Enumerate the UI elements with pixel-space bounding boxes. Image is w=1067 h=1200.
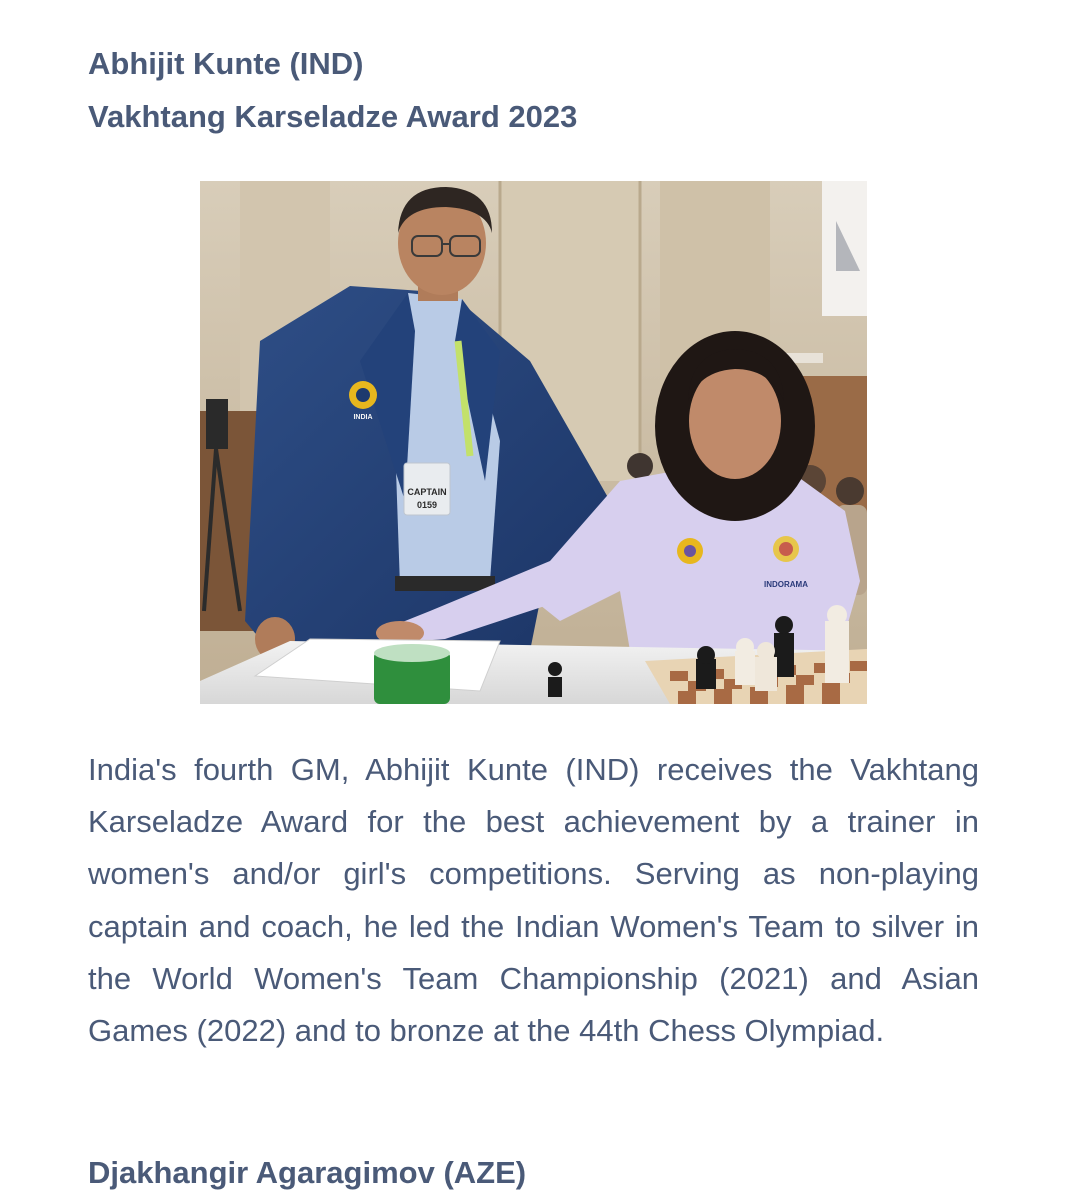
lanyard-label: CAPTAIN (407, 487, 447, 497)
lanyard-number: 0159 (416, 500, 438, 510)
recipient-name: Abhijit Kunte (IND) (88, 46, 364, 81)
award-description: India's fourth GM, Abhijit Kunte (IND) receives the Vakhtang Karseladze Award for the best achievement by a trainer in women's and/or girl's competitions. Serving as non-playing captain and coach, he led the Indian Women's Team to silver in the World Women's Team Championship (2021) and Asian Games (2022) and to bronze at the 44th Chess Olympiad. (88, 752, 979, 1049)
next-recipient-heading: Djakhangir Agaragimov (AZE) (88, 1155, 527, 1190)
award-photo (200, 181, 867, 704)
award-heading (88, 37, 577, 143)
badge-text: INDIA (353, 414, 373, 421)
shirt-text: INDORAMA (764, 580, 808, 589)
award-name: Vakhtang Karseladze Award 2023 (88, 99, 578, 134)
